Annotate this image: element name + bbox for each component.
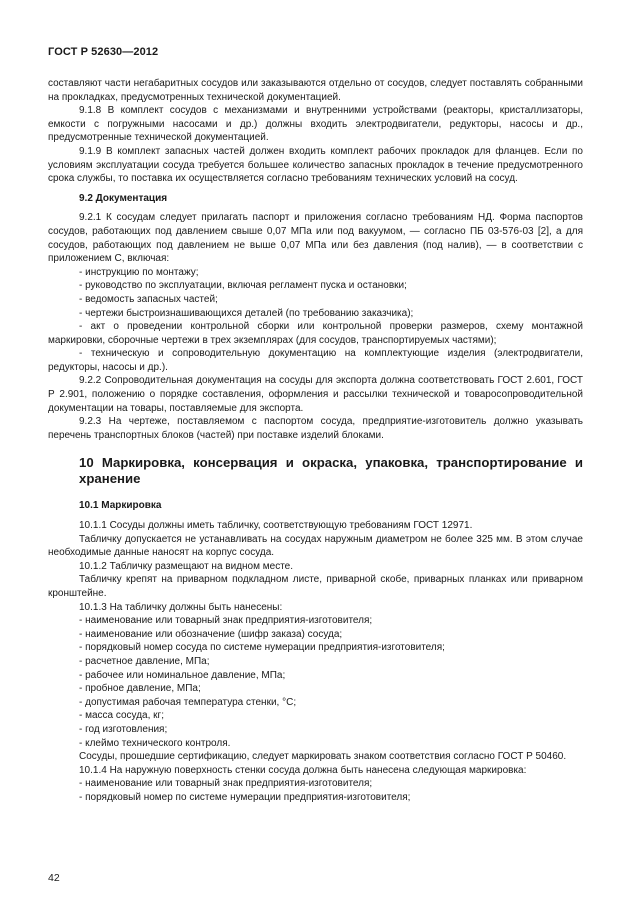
list-item: - пробное давление, МПа; [79, 683, 201, 695]
list-item: - инструкцию по монтажу; [79, 266, 199, 278]
paragraph: 9.1.8 В комплект сосудов с механизмами и внутренними устройствами (реакторы, кристаллизаторы, емкости с погружными насосами и др.) должны входить электродвигатели, редукторы, насосы и др., предусмотренные технической документацией. [48, 105, 583, 144]
document-body [48, 77, 583, 805]
list-item: - наименование или товарный знак предприятия-изготовителя; [79, 778, 373, 790]
list-item: - чертежи быстроизнашивающихся деталей (по требованию заказчика); [79, 307, 414, 319]
list-item: - масса сосуда, кг; [79, 710, 164, 722]
page-number: 42 [48, 872, 60, 884]
paragraph: 9.1.9 В комплект запасных частей должен входить комплект рабочих прокладок для фланцев. Если по условиям эксплуатации сосуда требуется большее количество запасных прокладок в течение предусмотренного срока службы, то поставка их осуществляется согласно требованиям технических условий на сосуд. [48, 145, 583, 185]
paragraph: 10.1.4 На наружную поверхность стенки сосуда должна быть нанесена следующая маркировка: [79, 764, 527, 776]
paragraph: 9.2.3 На чертеже, поставляемом с паспортом сосуда, предприятие-изготовитель должно указывать перечень транспортных блоков (частей) при поставке изделий блоками. [48, 416, 583, 441]
section-heading: 9.2 Документация [79, 192, 168, 204]
paragraph: 10.1.1 Сосуды должны иметь табличку, соответствующую требованиям ГОСТ 12971. [79, 520, 473, 532]
paragraph: составляют части негабаритных сосудов или заказываются отдельно от сосудов, следует поставлять собранными на прокладках, предусмотренных технической документацией. [48, 78, 583, 103]
list-item: - наименование или обозначение (шифр заказа) сосуда; [79, 628, 343, 640]
paragraph: - акт о проведении контрольной сборки или контрольной проверки размеров, схему монтажной маркировки, сборочные чертежи в трех экземплярах (для сосудов, транспортируемых частями); [48, 321, 583, 346]
paragraph: 10.1.2 Табличку размещают на видном месте. [79, 560, 294, 572]
list-item: - наименование или товарный знак предприятия-изготовителя; [79, 615, 373, 627]
paragraph: Табличку допускается не устанавливать на сосудах наружным диаметром не более 325 мм. В этом случае необходимые данные наносят на корпус сосуда. [48, 533, 583, 559]
paragraph: Табличку крепят на приварном подкладном листе, приварной скобе, приварных планках или приварном кронштейне. [48, 574, 583, 599]
list-item: - порядковый номер сосуда по системе нумерации предприятия-изготовителя; [79, 642, 445, 654]
list-item: - ведомость запасных частей; [79, 293, 218, 305]
document-header: ГОСТ Р 52630—2012 [48, 46, 159, 58]
paragraph: Сосуды, прошедшие сертификацию, следует маркировать знаком соответствия согласно ГОСТ Р 50460. [79, 751, 567, 763]
paragraph: - техническую и сопроводительную документацию на комплектующие изделия (электродвигатели, редукторы, насосы и др.). [48, 348, 583, 373]
paragraph: 10.1.3 На табличку должны быть нанесены: [79, 601, 283, 613]
list-item: - порядковый номер по системе нумерации предприятия-изготовителя; [79, 791, 411, 803]
list-item: - допустимая рабочая температура стенки, °С; [79, 696, 297, 708]
paragraph: 9.2.2 Сопроводительная документация на сосуды для экспорта должна соответствовать ГОСТ 2.601, ГОСТ Р 2.901, положению о порядке составления, оформления и рассылки технической и товаросопроводительной документации на товары, поставляемые для экспорта. [48, 375, 583, 414]
list-item: - рабочее или номинальное давление, МПа; [79, 669, 286, 681]
list-item: - расчетное давление, МПа; [79, 655, 210, 667]
list-item: - год изготовления; [79, 723, 168, 735]
section-heading: 10 Маркировка, консервация и окраска, упаковка, транспортирование и хранение [79, 455, 583, 487]
section-heading: 10.1 Маркировка [79, 500, 162, 512]
list-item: - клеймо технического контроля. [79, 737, 231, 749]
list-item: - руководство по эксплуатации, включая регламент пуска и остановки; [79, 280, 407, 292]
paragraph: 9.2.1 К сосудам следует прилагать паспорт и приложения согласно требованиям НД. Форма паспортов сосудов, работающих под давлением свыше 0,07 МПа или под вакуумом, — согласно ПБ 03-576-03 [2], а для сосудов, работающих под давлением не выше 0,07 МПа или без давления (под налив), — в соответствии с приложением С, включая: [48, 212, 583, 265]
